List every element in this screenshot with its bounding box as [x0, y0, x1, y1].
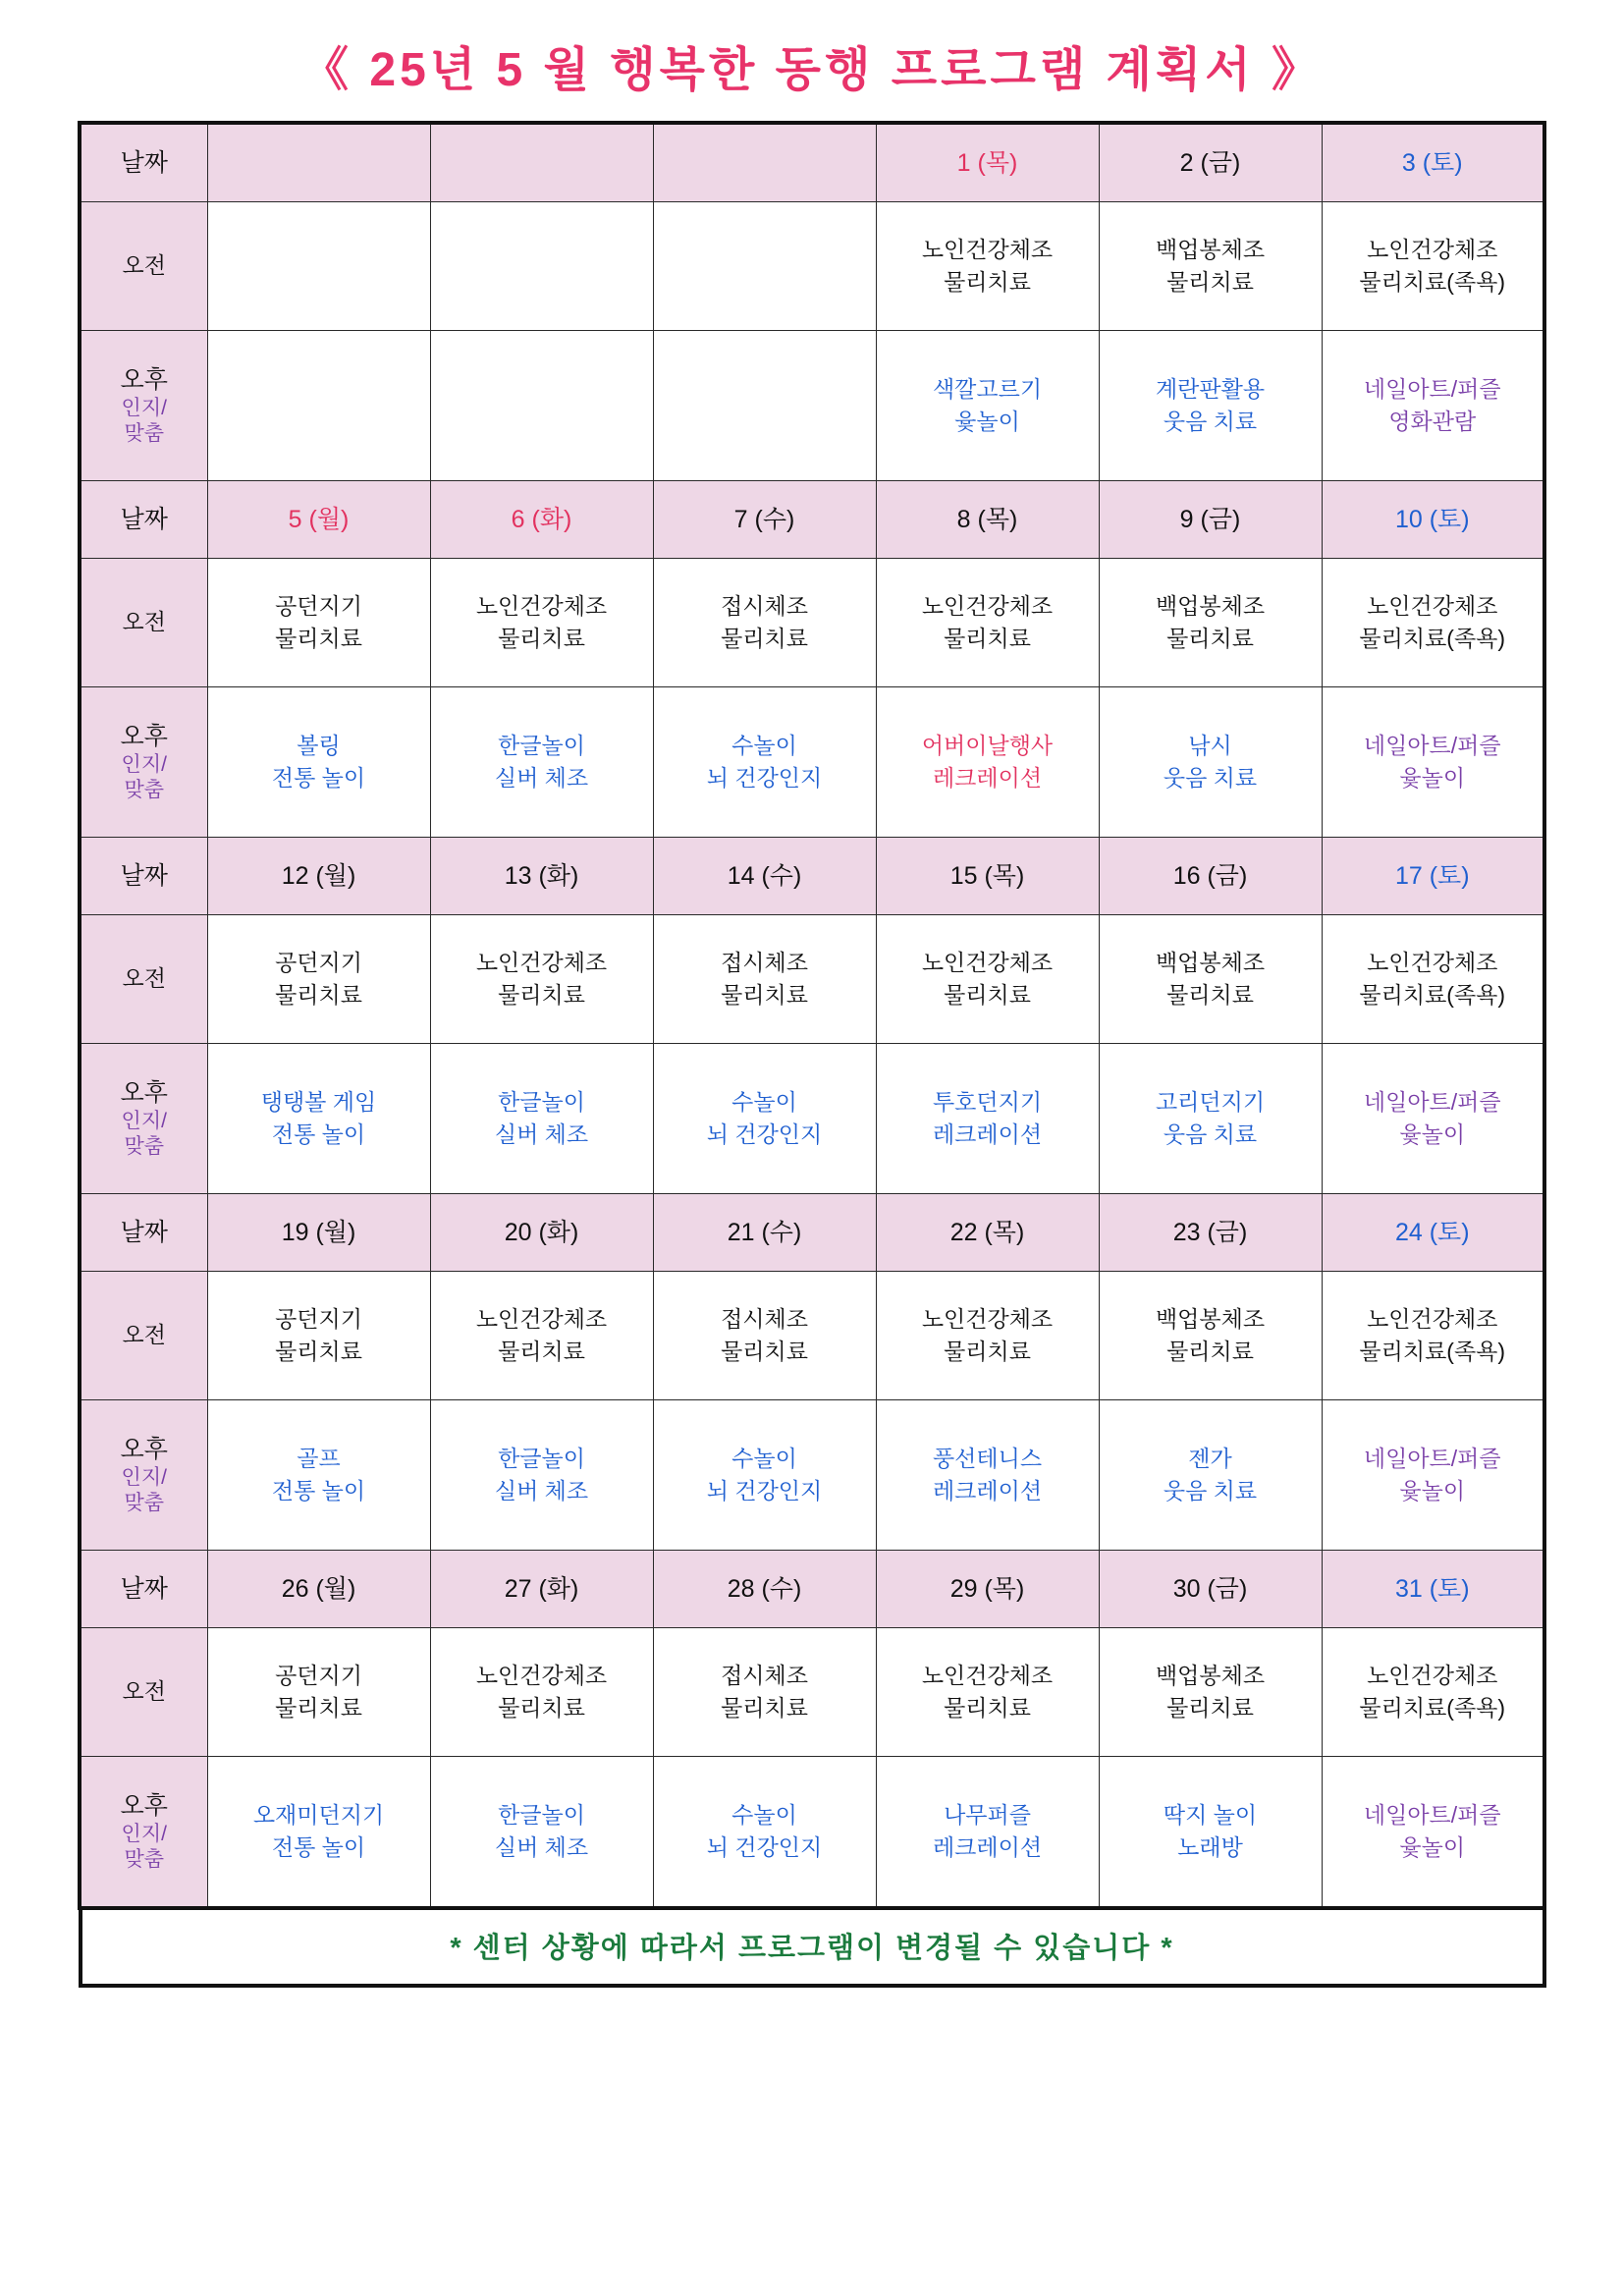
- program-line-1: 풍선테니스: [932, 1445, 1043, 1471]
- program-line-1: 한글놀이: [498, 732, 585, 758]
- program-line-2: 전통 놀이: [271, 1121, 366, 1147]
- date-cell: [876, 481, 1099, 559]
- date-text: 10 (토): [1394, 505, 1470, 533]
- program-line-2: 전통 놀이: [271, 1834, 366, 1860]
- program-line-1: 공던지기: [275, 1662, 362, 1688]
- program-line-1: 노인건강체조: [921, 949, 1054, 975]
- date-text: 2 (금): [1179, 148, 1241, 177]
- morning-cell: [653, 559, 876, 687]
- date-text: 8 (목): [956, 505, 1018, 533]
- afternoon-cell: [1099, 331, 1322, 481]
- afternoon-cell: [1322, 1044, 1544, 1194]
- program-line-1: 계란판활용: [1155, 375, 1266, 402]
- program-line-2: 전통 놀이: [271, 765, 366, 791]
- program-line-2: 레크레이션: [932, 765, 1043, 791]
- morning-cell: [207, 915, 430, 1044]
- program-line-1: 노인건강체조: [1367, 236, 1498, 262]
- afternoon-cell: [207, 1044, 430, 1194]
- program-line-1: 탱탱볼 게임: [260, 1088, 377, 1115]
- date-cell: [1099, 1551, 1322, 1628]
- morning-cell: [1322, 1272, 1544, 1400]
- program-line-1: 노인건강체조: [475, 1662, 608, 1688]
- program-line-2: 물리치료: [1166, 626, 1254, 651]
- date-cell: [653, 1194, 876, 1272]
- row-label-afternoon-sub2: 맞춤: [124, 1848, 165, 1872]
- program-line-2: 실버 체조: [494, 1121, 589, 1147]
- afternoon-cell: [430, 1400, 653, 1551]
- program-line-2: 물리치료(족욕): [1359, 269, 1506, 295]
- morning-cell: [876, 915, 1099, 1044]
- afternoon-cell: [653, 687, 876, 838]
- date-text: 13 (화): [504, 861, 579, 890]
- date-text: 28 (수): [727, 1574, 802, 1603]
- program-line-1: 노인건강체조: [475, 1305, 608, 1332]
- row-label-afternoon-sub1: 인지/: [121, 397, 167, 419]
- program-line-2: 물리치료: [721, 1695, 808, 1721]
- date-cell: [1099, 1194, 1322, 1272]
- date-cell: [876, 1194, 1099, 1272]
- row-label-date: 날짜: [80, 1194, 207, 1272]
- program-line-2: 물리치료: [944, 1695, 1031, 1721]
- date-cell: [876, 1551, 1099, 1628]
- afternoon-cell: [653, 1757, 876, 1909]
- row-label-afternoon-main: 오후: [120, 1435, 168, 1463]
- date-header-row: [80, 838, 1544, 915]
- afternoon-cell: [1099, 1757, 1322, 1909]
- date-cell: [207, 1551, 430, 1628]
- program-line-2: 물리치료: [944, 626, 1031, 651]
- program-line-2: 물리치료(족욕): [1359, 1695, 1506, 1721]
- program-line-1: 접시체조: [721, 949, 808, 975]
- program-line-2: 물리치료: [944, 1339, 1031, 1364]
- program-line-2: 웃음 치료: [1163, 1121, 1258, 1147]
- afternoon-row: [80, 1757, 1544, 1909]
- program-line-2: 물리치료: [498, 1695, 585, 1721]
- row-label-afternoon-sub1: 인지/: [121, 1823, 167, 1845]
- morning-cell: [653, 202, 876, 331]
- date-text: 26 (월): [281, 1574, 356, 1603]
- row-label-date: 날짜: [80, 481, 207, 559]
- row-label-afternoon-sub1: 인지/: [121, 1110, 167, 1132]
- row-label-afternoon-main: 오후: [120, 1791, 168, 1820]
- afternoon-cell: [430, 331, 653, 481]
- afternoon-row: [80, 1400, 1544, 1551]
- row-label-date: 날짜: [80, 123, 207, 202]
- row-label-morning: 오전: [80, 1272, 207, 1400]
- date-text: 1 (목): [956, 148, 1018, 177]
- program-line-2: 물리치료: [498, 1339, 585, 1364]
- program-line-1: 백업봉체조: [1155, 1662, 1266, 1688]
- afternoon-row: [80, 1044, 1544, 1194]
- program-line-1: 노인건강체조: [1367, 592, 1498, 619]
- program-line-1: 네일아트/퍼즐: [1363, 732, 1501, 758]
- date-cell: [876, 838, 1099, 915]
- row-label-date: 날짜: [80, 838, 207, 915]
- afternoon-cell: [653, 1044, 876, 1194]
- date-text: 22 (목): [949, 1218, 1025, 1246]
- date-text: 19 (월): [281, 1218, 356, 1246]
- program-line-2: 물리치료: [275, 982, 362, 1008]
- program-line-1: 색깔고르기: [932, 375, 1043, 402]
- program-line-2: 윷놀이: [1399, 1834, 1466, 1860]
- program-line-1: 한글놀이: [498, 1445, 585, 1471]
- date-text: 17 (토): [1394, 861, 1470, 890]
- afternoon-cell: [653, 1400, 876, 1551]
- afternoon-cell: [876, 1400, 1099, 1551]
- afternoon-cell: [1322, 1400, 1544, 1551]
- afternoon-cell: [207, 331, 430, 481]
- program-line-1: 백업봉체조: [1155, 236, 1266, 262]
- program-line-2: 물리치료: [275, 626, 362, 651]
- program-line-2: 뇌 건강인지: [706, 1834, 823, 1860]
- program-line-1: 수놀이: [731, 732, 797, 758]
- date-cell: [1099, 838, 1322, 915]
- afternoon-cell: [207, 687, 430, 838]
- afternoon-cell: [876, 331, 1099, 481]
- program-line-2: 물리치료: [944, 269, 1031, 295]
- program-line-2: 윷놀이: [1399, 1121, 1466, 1147]
- morning-row: [80, 1272, 1544, 1400]
- date-cell: [1099, 123, 1322, 202]
- morning-row: [80, 1628, 1544, 1757]
- morning-cell: [1322, 1628, 1544, 1757]
- date-text: 21 (수): [727, 1218, 802, 1246]
- date-header-row: [80, 1194, 1544, 1272]
- row-label-afternoon-main: 오후: [120, 365, 168, 394]
- morning-cell: [1099, 1628, 1322, 1757]
- date-cell: [207, 123, 430, 202]
- morning-cell: [876, 559, 1099, 687]
- date-text: 23 (금): [1172, 1218, 1248, 1246]
- date-text: 15 (목): [949, 861, 1025, 890]
- program-line-1: 네일아트/퍼즐: [1363, 1088, 1501, 1115]
- morning-cell: [430, 915, 653, 1044]
- page-title: 《 25년 5 월 행복한 동행 프로그램 계획서 》: [301, 44, 1323, 96]
- program-line-1: 수놀이: [731, 1801, 797, 1828]
- morning-cell: [1099, 202, 1322, 331]
- program-line-1: 투호던지기: [932, 1088, 1043, 1115]
- program-line-1: 접시체조: [721, 1662, 808, 1688]
- date-cell: [1322, 1551, 1544, 1628]
- program-line-1: 어버이날행사: [921, 732, 1054, 758]
- afternoon-cell: [876, 1757, 1099, 1909]
- row-label-afternoon-sub1: 인지/: [121, 753, 167, 776]
- program-line-1: 수놀이: [731, 1088, 797, 1115]
- date-cell: [1322, 123, 1544, 202]
- afternoon-cell: [207, 1400, 430, 1551]
- program-line-2: 물리치료: [721, 1339, 808, 1364]
- date-text: 7 (수): [733, 505, 795, 533]
- afternoon-cell: [1322, 1757, 1544, 1909]
- program-line-1: 백업봉체조: [1155, 949, 1266, 975]
- row-label-morning: 오전: [80, 202, 207, 331]
- afternoon-cell: [1099, 687, 1322, 838]
- morning-cell: [1099, 1272, 1322, 1400]
- morning-cell: [1099, 559, 1322, 687]
- date-cell: [653, 838, 876, 915]
- morning-cell: [1099, 915, 1322, 1044]
- afternoon-cell: [1099, 1044, 1322, 1194]
- afternoon-cell: [653, 331, 876, 481]
- morning-cell: [1322, 559, 1544, 687]
- program-line-2: 실버 체조: [494, 765, 589, 791]
- date-cell: [430, 838, 653, 915]
- program-line-1: 접시체조: [721, 1305, 808, 1332]
- afternoon-cell: [1322, 687, 1544, 838]
- date-cell: [653, 123, 876, 202]
- afternoon-row: [80, 331, 1544, 481]
- morning-cell: [430, 202, 653, 331]
- morning-cell: [653, 1628, 876, 1757]
- date-cell: [1099, 481, 1322, 559]
- date-text: 24 (토): [1394, 1218, 1470, 1246]
- program-line-2: 웃음 치료: [1163, 765, 1258, 791]
- program-line-2: 전통 놀이: [271, 1478, 366, 1503]
- program-line-1: 네일아트/퍼즐: [1363, 1801, 1501, 1828]
- row-label-afternoon-main: 오후: [120, 1078, 168, 1107]
- program-line-2: 노래방: [1177, 1834, 1243, 1860]
- program-line-2: 물리치료: [944, 982, 1031, 1008]
- row-label-afternoon-main: 오후: [120, 722, 168, 750]
- date-header-row: [80, 1551, 1544, 1628]
- morning-row: [80, 915, 1544, 1044]
- date-text: 14 (수): [727, 861, 802, 890]
- program-line-2: 실버 체조: [494, 1478, 589, 1503]
- program-line-2: 물리치료(족욕): [1359, 626, 1506, 651]
- row-label-afternoon: [80, 1400, 207, 1551]
- row-label-afternoon: [80, 331, 207, 481]
- date-cell: [430, 481, 653, 559]
- date-text: 6 (화): [511, 505, 572, 533]
- program-line-2: 웃음 치료: [1163, 1478, 1258, 1503]
- program-line-2: 윷놀이: [1399, 1478, 1466, 1503]
- date-cell: [430, 1194, 653, 1272]
- afternoon-cell: [430, 1757, 653, 1909]
- morning-cell: [876, 1628, 1099, 1757]
- program-line-2: 웃음 치료: [1163, 409, 1258, 434]
- morning-cell: [430, 1628, 653, 1757]
- morning-cell: [430, 1272, 653, 1400]
- morning-row: [80, 202, 1544, 331]
- date-text: 12 (월): [281, 861, 356, 890]
- morning-cell: [876, 1272, 1099, 1400]
- morning-cell: [653, 915, 876, 1044]
- row-label-afternoon: [80, 1757, 207, 1909]
- program-line-1: 볼링: [297, 732, 341, 758]
- program-line-2: 영화관람: [1388, 409, 1477, 434]
- program-line-1: 딱지 놀이: [1163, 1801, 1258, 1828]
- program-line-2: 레크레이션: [932, 1834, 1043, 1860]
- date-cell: [1322, 1194, 1544, 1272]
- program-line-1: 백업봉체조: [1155, 1305, 1266, 1332]
- schedule-table: [78, 121, 1546, 1910]
- program-line-1: 네일아트/퍼즐: [1363, 1445, 1501, 1471]
- date-cell: [1322, 481, 1544, 559]
- program-line-2: 물리치료: [721, 626, 808, 651]
- morning-cell: [653, 1272, 876, 1400]
- program-line-2: 물리치료(족욕): [1359, 1339, 1506, 1364]
- program-line-1: 노인건강체조: [921, 1305, 1054, 1332]
- program-line-1: 노인건강체조: [1367, 1305, 1498, 1332]
- program-line-1: 노인건강체조: [475, 592, 608, 619]
- program-line-2: 윷놀이: [1399, 765, 1466, 791]
- row-label-morning: 오전: [80, 915, 207, 1044]
- program-line-2: 레크레이션: [932, 1478, 1043, 1503]
- date-cell: [653, 481, 876, 559]
- date-cell: [207, 1194, 430, 1272]
- row-label-afternoon-sub2: 맞춤: [124, 422, 165, 446]
- program-line-1: 낚시: [1188, 732, 1232, 758]
- footer-note: * 센터 상황에 따라서 프로그램이 변경될 수 있습니다 *: [79, 1910, 1546, 1988]
- afternoon-row: [80, 687, 1544, 838]
- program-line-2: 물리치료: [1166, 1695, 1254, 1721]
- morning-row: [80, 559, 1544, 687]
- date-cell: [430, 123, 653, 202]
- morning-cell: [207, 1272, 430, 1400]
- program-line-2: 물리치료: [1166, 1339, 1254, 1364]
- date-text: 27 (화): [504, 1574, 579, 1603]
- program-line-1: 골프: [297, 1445, 341, 1471]
- morning-cell: [207, 559, 430, 687]
- program-line-1: 네일아트/퍼즐: [1363, 375, 1501, 402]
- program-line-1: 노인건강체조: [475, 949, 608, 975]
- date-cell: [653, 1551, 876, 1628]
- program-line-2: 뇌 건강인지: [706, 1478, 823, 1503]
- morning-cell: [1322, 202, 1544, 331]
- row-label-afternoon-sub2: 맞춤: [124, 779, 165, 802]
- program-line-1: 접시체조: [721, 592, 808, 619]
- afternoon-cell: [430, 1044, 653, 1194]
- program-line-2: 뇌 건강인지: [706, 1121, 823, 1147]
- date-text: 30 (금): [1172, 1574, 1248, 1603]
- morning-cell: [876, 202, 1099, 331]
- program-line-1: 노인건강체조: [921, 236, 1054, 262]
- row-label-morning: 오전: [80, 1628, 207, 1757]
- row-label-afternoon-sub2: 맞춤: [124, 1135, 165, 1159]
- program-line-2: 레크레이션: [932, 1121, 1043, 1147]
- afternoon-cell: [1322, 331, 1544, 481]
- afternoon-cell: [430, 687, 653, 838]
- program-line-1: 한글놀이: [498, 1088, 585, 1115]
- program-line-2: 물리치료: [498, 982, 585, 1008]
- program-line-1: 수놀이: [731, 1445, 797, 1471]
- program-line-2: 물리치료: [498, 626, 585, 651]
- date-cell: [207, 481, 430, 559]
- row-label-afternoon: [80, 687, 207, 838]
- program-line-1: 노인건강체조: [921, 1662, 1054, 1688]
- program-line-1: 한글놀이: [498, 1801, 585, 1828]
- morning-cell: [207, 1628, 430, 1757]
- program-line-1: 젠가: [1188, 1445, 1232, 1471]
- program-line-2: 물리치료(족욕): [1359, 982, 1506, 1008]
- date-cell: [876, 123, 1099, 202]
- program-line-1: 오재미던지기: [252, 1801, 385, 1828]
- date-text: 9 (금): [1179, 505, 1241, 533]
- date-text: 16 (금): [1172, 861, 1248, 890]
- date-header-row: [80, 123, 1544, 202]
- date-cell: [430, 1551, 653, 1628]
- morning-cell: [1322, 915, 1544, 1044]
- program-line-1: 노인건강체조: [921, 592, 1054, 619]
- date-cell: [207, 838, 430, 915]
- date-text: 31 (토): [1394, 1574, 1470, 1603]
- date-text: 29 (목): [949, 1574, 1025, 1603]
- program-line-2: 물리치료: [1166, 269, 1254, 295]
- afternoon-cell: [1099, 1400, 1322, 1551]
- row-label-afternoon-sub1: 인지/: [121, 1466, 167, 1489]
- program-line-2: 물리치료: [721, 982, 808, 1008]
- date-text: 5 (월): [288, 505, 350, 533]
- program-line-2: 실버 체조: [494, 1834, 589, 1860]
- afternoon-cell: [207, 1757, 430, 1909]
- date-cell: [1322, 838, 1544, 915]
- program-line-1: 노인건강체조: [1367, 949, 1498, 975]
- program-line-2: 물리치료: [275, 1339, 362, 1364]
- row-label-afternoon-sub2: 맞춤: [124, 1492, 165, 1515]
- morning-cell: [430, 559, 653, 687]
- row-label-morning: 오전: [80, 559, 207, 687]
- row-label-date: 날짜: [80, 1551, 207, 1628]
- program-line-1: 공던지기: [275, 592, 362, 619]
- program-line-2: 물리치료: [1166, 982, 1254, 1008]
- program-line-1: 백업봉체조: [1155, 592, 1266, 619]
- date-text: 3 (토): [1401, 148, 1463, 177]
- program-line-2: 윷놀이: [954, 409, 1020, 434]
- program-line-1: 공던지기: [275, 1305, 362, 1332]
- afternoon-cell: [876, 1044, 1099, 1194]
- program-line-1: 고리던지기: [1155, 1088, 1266, 1115]
- program-line-2: 뇌 건강인지: [706, 765, 823, 791]
- date-header-row: [80, 481, 1544, 559]
- program-line-1: 나무퍼즐: [944, 1801, 1031, 1828]
- program-line-2: 물리치료: [275, 1695, 362, 1721]
- morning-cell: [207, 202, 430, 331]
- date-text: 20 (화): [504, 1218, 579, 1246]
- program-line-1: 공던지기: [275, 949, 362, 975]
- program-line-1: 노인건강체조: [1367, 1662, 1498, 1688]
- afternoon-cell: [876, 687, 1099, 838]
- row-label-afternoon: [80, 1044, 207, 1194]
